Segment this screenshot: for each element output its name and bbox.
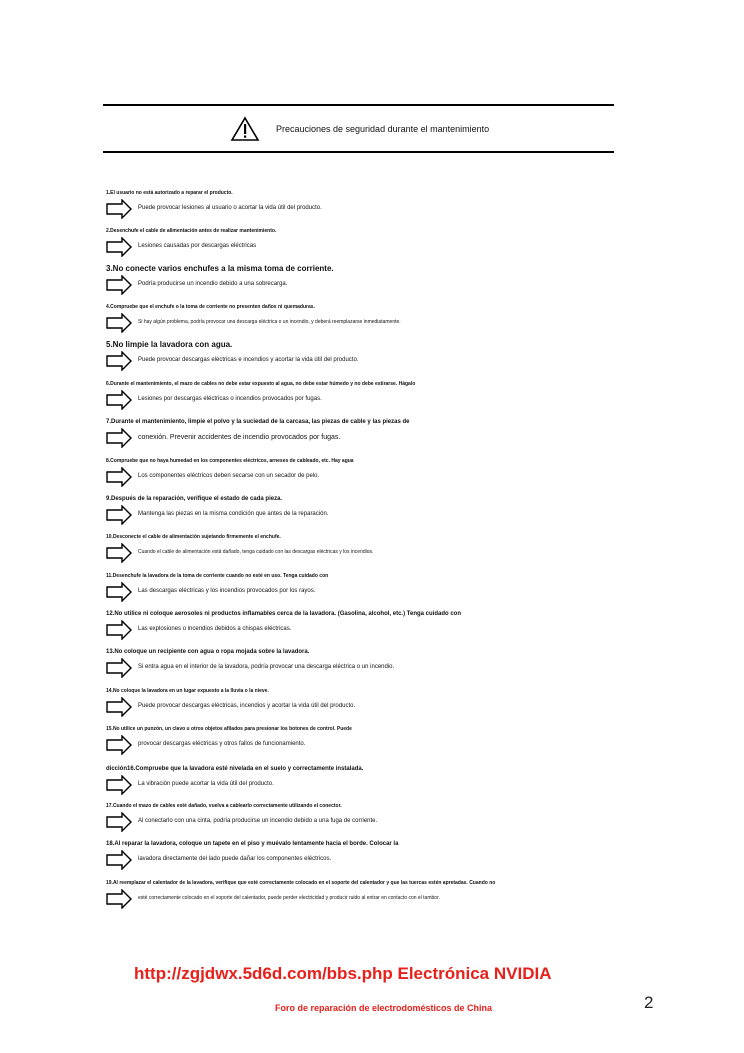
precaution-title: 6.Durante el mantenimiento, el mazo de cables no debe estar expuesto al agua, no debe estar húmedo y no debe estirarse. Hágalo	[106, 381, 416, 387]
arrow-right-icon	[106, 390, 132, 410]
precaution-title: 15.No utilice un punzón, un clavo u otros objetos afilados para presionar los botones de control. Puede	[106, 726, 352, 732]
precaution-item	[106, 265, 626, 297]
precaution-line	[106, 582, 626, 604]
precaution-item	[106, 648, 626, 680]
precaution-item	[106, 879, 626, 911]
precaution-title: 8.Compruebe que no haya humedad en los componentes eléctricos, arneses de cableado, etc. Hay agua	[106, 458, 354, 464]
arrow-right-icon	[106, 850, 132, 870]
arrow-right-icon-svg	[106, 582, 132, 602]
precaution-line	[106, 543, 626, 565]
precaution-title: 7.Durante el mantenimiento, limpie el polvo y la suciedad de la carcasa, las piezas de cable y las piezas de	[106, 419, 410, 425]
arrow-right-icon-svg	[106, 543, 132, 563]
precaution-item	[106, 457, 626, 489]
section-title: Precauciones de seguridad durante el mantenimiento	[276, 124, 490, 134]
precaution-item	[106, 341, 626, 373]
arrow-right-icon	[106, 428, 132, 448]
precaution-line	[106, 467, 626, 489]
arrow-right-icon	[106, 351, 132, 371]
precaution-line	[106, 428, 626, 450]
precaution-item	[106, 802, 626, 834]
arrow-right-icon	[106, 543, 132, 563]
precaution-text: esté correctamente colocado en el soporte del calentador, puede perder electricidad y producir ruido al entrar en contacto con el tambor.	[138, 895, 440, 901]
precaution-text: lavadora directamente del lado puede dañar los componentes eléctricos.	[138, 856, 332, 862]
precaution-item	[106, 303, 626, 335]
precaution-text: La vibración puede acortar la vida útil del producto.	[138, 781, 274, 787]
arrow-right-icon	[106, 775, 132, 795]
header-bottom-rule	[103, 151, 614, 153]
precaution-text: Puede provocar lesiones al usuario o acortar la vida útil del producto.	[138, 205, 322, 211]
precaution-text: Lesiones por descargas eléctricas o incendios provocados por fugas.	[138, 396, 322, 402]
precaution-title: 3.No conecte varios enchufes a la misma toma de corriente.	[106, 264, 334, 273]
precaution-text: Lesiones causadas por descargas eléctricas	[138, 243, 257, 249]
arrow-right-icon-svg	[106, 428, 132, 448]
arrow-right-icon-svg	[106, 237, 132, 257]
footer-link[interactable]: http://zgjdwx.5d6d.com/bbs.php Electrónica NVIDIA	[134, 964, 552, 983]
arrow-right-icon-svg	[106, 351, 132, 371]
precaution-text: provocar descargas eléctricas y otros fallos de funcionamiento.	[138, 741, 306, 747]
precaution-title: 11.Desenchufe la lavadora de la toma de corriente cuando no esté en uso. Tenga cuidado con	[106, 573, 329, 579]
precaution-text: Al conectarlo con una cinta, podría producirse un incendio debido a una fuga de corriente.	[138, 818, 378, 824]
arrow-right-icon-svg	[106, 467, 132, 487]
precaution-title: 18.Al reparar la lavadora, coloque un tapete en el piso y muévalo lentamente hacia el borde. Colocar la	[106, 841, 399, 847]
arrow-right-icon	[106, 620, 132, 640]
precaution-text: Puede provocar descargas eléctricas, incendios y acortar la vida útil del producto.	[138, 703, 356, 709]
precaution-line	[106, 237, 626, 259]
arrow-right-icon	[106, 275, 132, 295]
arrow-right-icon-svg	[106, 735, 132, 755]
precaution-line	[106, 658, 626, 680]
arrow-right-icon	[106, 505, 132, 525]
arrow-right-icon-svg	[106, 199, 132, 219]
arrow-right-icon	[106, 658, 132, 678]
arrow-right-icon-svg	[106, 775, 132, 795]
precaution-line	[106, 850, 626, 872]
precaution-text: Puede provocar descargas eléctricas e incendios y acortar la vida útil del producto.	[138, 357, 359, 363]
precaution-line	[106, 505, 626, 527]
arrow-right-icon	[106, 697, 132, 717]
precaution-text: Si hay algún problema, podría provocar una descarga eléctrica o un incendio, y deberá reemplazarse inmediatamente.	[138, 319, 401, 325]
footer-subtitle: Foro de reparación de electrodomésticos de China	[275, 1003, 493, 1013]
precaution-line	[106, 390, 626, 412]
precaution-line	[106, 889, 626, 911]
precaution-item	[106, 765, 626, 797]
arrow-right-icon-svg	[106, 275, 132, 295]
arrow-right-icon-svg	[106, 390, 132, 410]
precaution-title: 9.Después de la reparación, verifique el estado de cada pieza.	[106, 496, 283, 502]
arrow-right-icon	[106, 735, 132, 755]
precaution-title: 12.No utilice ni coloque aerosoles ni productos inflamables cerca de la lavadora. (Gasolina, alcohol, etc.) Tenga cuidado con	[106, 611, 461, 617]
precaution-line	[106, 620, 626, 642]
precaution-item	[106, 840, 626, 872]
page-number: 2	[644, 993, 654, 1012]
precaution-item	[106, 495, 626, 527]
precaution-item	[106, 725, 626, 757]
arrow-right-icon	[106, 467, 132, 487]
precaution-title: 4.Compruebe que el enchufe o la toma de corriente no presenten daños ni quemaduras.	[106, 304, 315, 310]
arrow-right-icon-svg	[106, 313, 132, 333]
precaution-text: Las explosiones o incendios debidos a chispas eléctricas.	[138, 626, 292, 632]
precaution-line	[106, 735, 626, 757]
precaution-title: 13.No coloque un recipiente con agua o ropa mojada sobre la lavadora.	[106, 649, 310, 655]
arrow-right-icon-svg	[106, 697, 132, 717]
precaution-line	[106, 775, 626, 797]
precaution-item	[106, 610, 626, 642]
precaution-item	[106, 533, 626, 565]
precaution-line	[106, 313, 626, 335]
precaution-item	[106, 687, 626, 719]
precaution-text: Mantenga las piezas en la misma condición que antes de la reparación.	[138, 511, 329, 517]
precaution-title: 5.No limpie la lavadora con agua.	[106, 340, 233, 349]
arrow-right-icon-svg	[106, 658, 132, 678]
section-header	[230, 116, 489, 142]
precaution-title: dicción16.Compruebe que la lavadora esté nivelada en el suelo y correctamente instalada.	[106, 766, 364, 772]
arrow-right-icon-svg	[106, 620, 132, 640]
precaution-item	[106, 572, 626, 604]
arrow-right-icon-svg	[106, 850, 132, 870]
precaution-title: 2.Desenchufe el cable de alimentación antes de realizar mantenimiento.	[106, 228, 277, 234]
top-rule	[103, 104, 614, 106]
precaution-title: 17.Cuando el mazo de cables esté dañado, vuelva a cablearlo correctamente utilizando el conector.	[106, 803, 342, 809]
arrow-right-icon	[106, 237, 132, 257]
precaution-title: 19.Al reemplazar el calentador de la lavadora, verifique que esté correctamente colocado en el soporte del calentador y que las tuercas estén apretadas. Cuando no	[106, 880, 496, 886]
arrow-right-icon-svg	[106, 505, 132, 525]
precaution-title: 10.Desconecte el cable de alimentación sujetando firmemente el enchufe.	[106, 534, 281, 540]
arrow-right-icon	[106, 889, 132, 909]
arrow-right-icon-svg	[106, 812, 132, 832]
precaution-line	[106, 697, 626, 719]
precaution-text: Si entra agua en el interior de la lavadora, podría provocar una descarga eléctrica o un incendio.	[138, 664, 395, 670]
precaution-title: 1.El usuario no está autorizado a reparar el producto.	[106, 190, 233, 196]
precaution-text: Podría producirse un incendio debido a una sobrecarga.	[138, 281, 288, 287]
precaution-item	[106, 189, 626, 221]
precaution-title-continued: conexión. Prevenir accidentes de incendio provocados por fugas.	[138, 434, 341, 441]
precaution-text: Cuando el cable de alimentación está dañado, tenga cuidado con las descargas eléctricas y los incendios.	[138, 549, 374, 555]
precaution-line	[106, 275, 626, 297]
precaution-line	[106, 199, 626, 221]
precaution-title: 14.No coloque la lavadora en un lugar expuesto a la lluvia o la nieve.	[106, 688, 269, 694]
arrow-right-icon	[106, 199, 132, 219]
precaution-text: Los componentes eléctricos deben secarse con un secador de pelo.	[138, 473, 320, 479]
arrow-right-icon-svg	[106, 889, 132, 909]
arrow-right-icon	[106, 812, 132, 832]
arrow-right-icon	[106, 582, 132, 602]
precaution-item	[106, 418, 626, 450]
precaution-text: Las descargas eléctricas y los incendios provocados por los rayos.	[138, 588, 316, 594]
warning-triangle-icon	[230, 116, 260, 142]
precaution-line	[106, 812, 626, 834]
arrow-right-icon	[106, 313, 132, 333]
precaution-item	[106, 227, 626, 259]
precaution-item	[106, 380, 626, 412]
precaution-line	[106, 351, 626, 373]
